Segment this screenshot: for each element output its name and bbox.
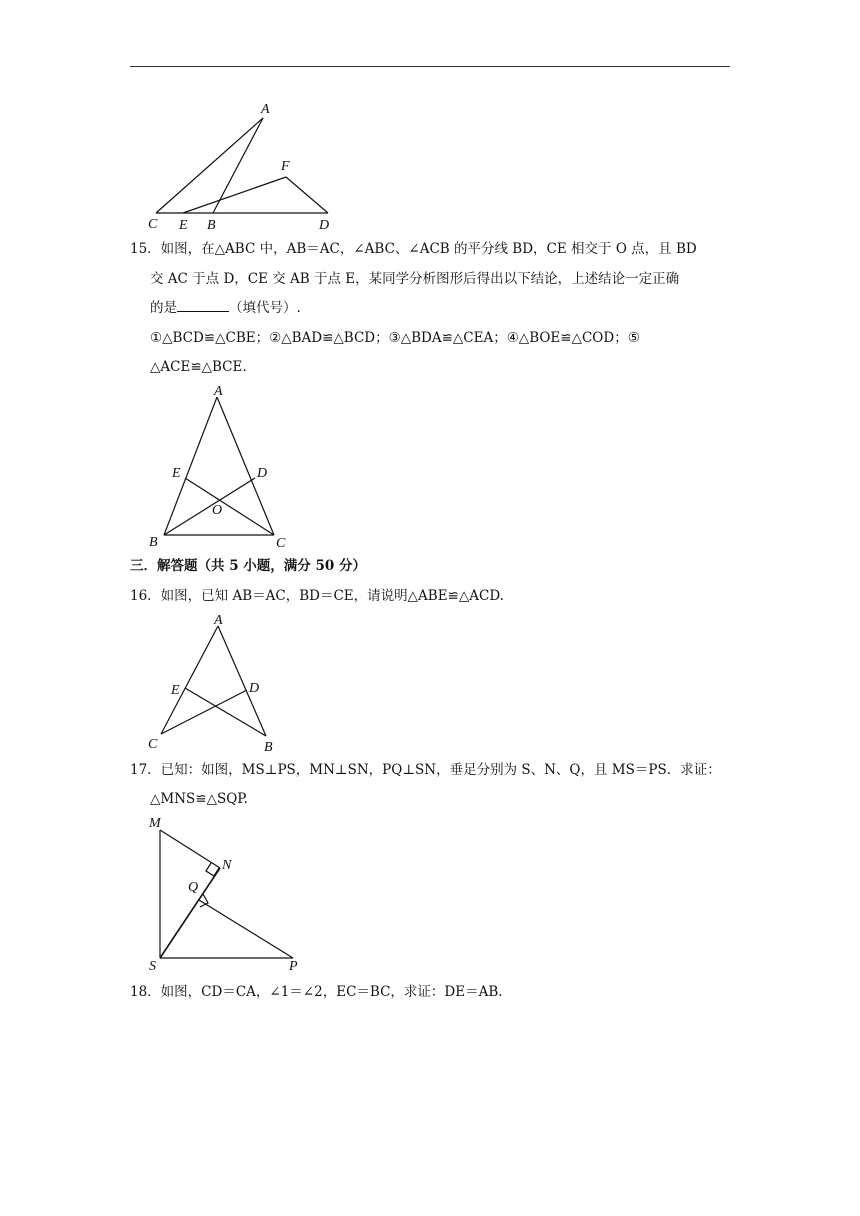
label-f: F xyxy=(281,159,290,174)
label-m: M xyxy=(149,816,161,831)
label-c: C xyxy=(148,737,158,752)
label-e: E xyxy=(179,218,188,233)
label-e: E xyxy=(171,683,180,698)
q15-line-3a: 的是 xyxy=(150,300,177,316)
figure-top xyxy=(140,95,350,235)
label-b: B xyxy=(149,535,158,550)
q17-line-2: △MNS≌△SQP. xyxy=(150,791,248,807)
q15-line-1: 15．如图，在△ABC 中，AB＝AC，∠ABC、∠ACB 的平分线 BD，CE 相交于 O 点，且 BD xyxy=(130,241,697,257)
right-angle-n xyxy=(206,863,219,876)
section-3-title: 三．解答题（共 5 小题，满分 50 分） xyxy=(130,558,366,574)
label-b: B xyxy=(264,740,273,755)
figure-15 xyxy=(140,383,300,553)
q15-line-4: ①△BCD≌△CBE；②△BAD≌△BCD；③△BDA≌△CEA；④△BOE≌△COD；⑤ xyxy=(150,330,640,346)
figure-17 xyxy=(140,812,315,977)
header-rule xyxy=(130,66,730,67)
q18-text: 18．如图，CD＝CA，∠1＝∠2，EC＝BC，求证：DE＝AB. xyxy=(130,984,503,1000)
label-e: E xyxy=(172,466,181,481)
label-o: O xyxy=(212,503,223,518)
segment-ca xyxy=(156,118,263,213)
segment-fd xyxy=(286,177,328,213)
q16-text: 16．如图，已知 AB＝AC，BD＝CE，请说明△ABE≌△ACD. xyxy=(130,588,504,604)
label-a: A xyxy=(261,102,270,117)
segment-ef xyxy=(183,177,286,213)
label-a: A xyxy=(214,384,223,399)
label-s: S xyxy=(149,959,156,974)
label-b: B xyxy=(207,218,216,233)
label-q: Q xyxy=(188,880,199,895)
segment-ac xyxy=(161,626,218,734)
label-d: D xyxy=(257,466,268,481)
q15-line-2: 交 AC 于点 D，CE 交 AB 于点 E，某同学分析图形后得出以下结论，上述结论一定正确 xyxy=(150,271,680,287)
segment-ce xyxy=(185,478,274,535)
answer-blank xyxy=(177,299,229,312)
label-n: N xyxy=(222,858,232,873)
q15-line-3 xyxy=(150,298,750,318)
label-c: C xyxy=(276,536,286,551)
figure-16 xyxy=(140,610,290,755)
q15-line-3b: （填代号）. xyxy=(229,300,301,316)
segment-qp xyxy=(199,900,293,958)
label-c: C xyxy=(148,217,158,232)
segment-mn xyxy=(160,830,220,868)
label-p: P xyxy=(289,959,298,974)
label-d: D xyxy=(319,218,330,233)
segment-bd xyxy=(164,478,255,535)
q15-line-5: △ACE≌△BCE. xyxy=(150,359,247,375)
label-d: D xyxy=(249,681,260,696)
label-a: A xyxy=(214,613,223,628)
segment-ab xyxy=(213,118,263,213)
q17-line-1: 17．已知：如图，MS⊥PS，MN⊥SN，PQ⊥SN，垂足分别为 S、N、Q，且 MS＝PS．求证： xyxy=(130,762,721,778)
